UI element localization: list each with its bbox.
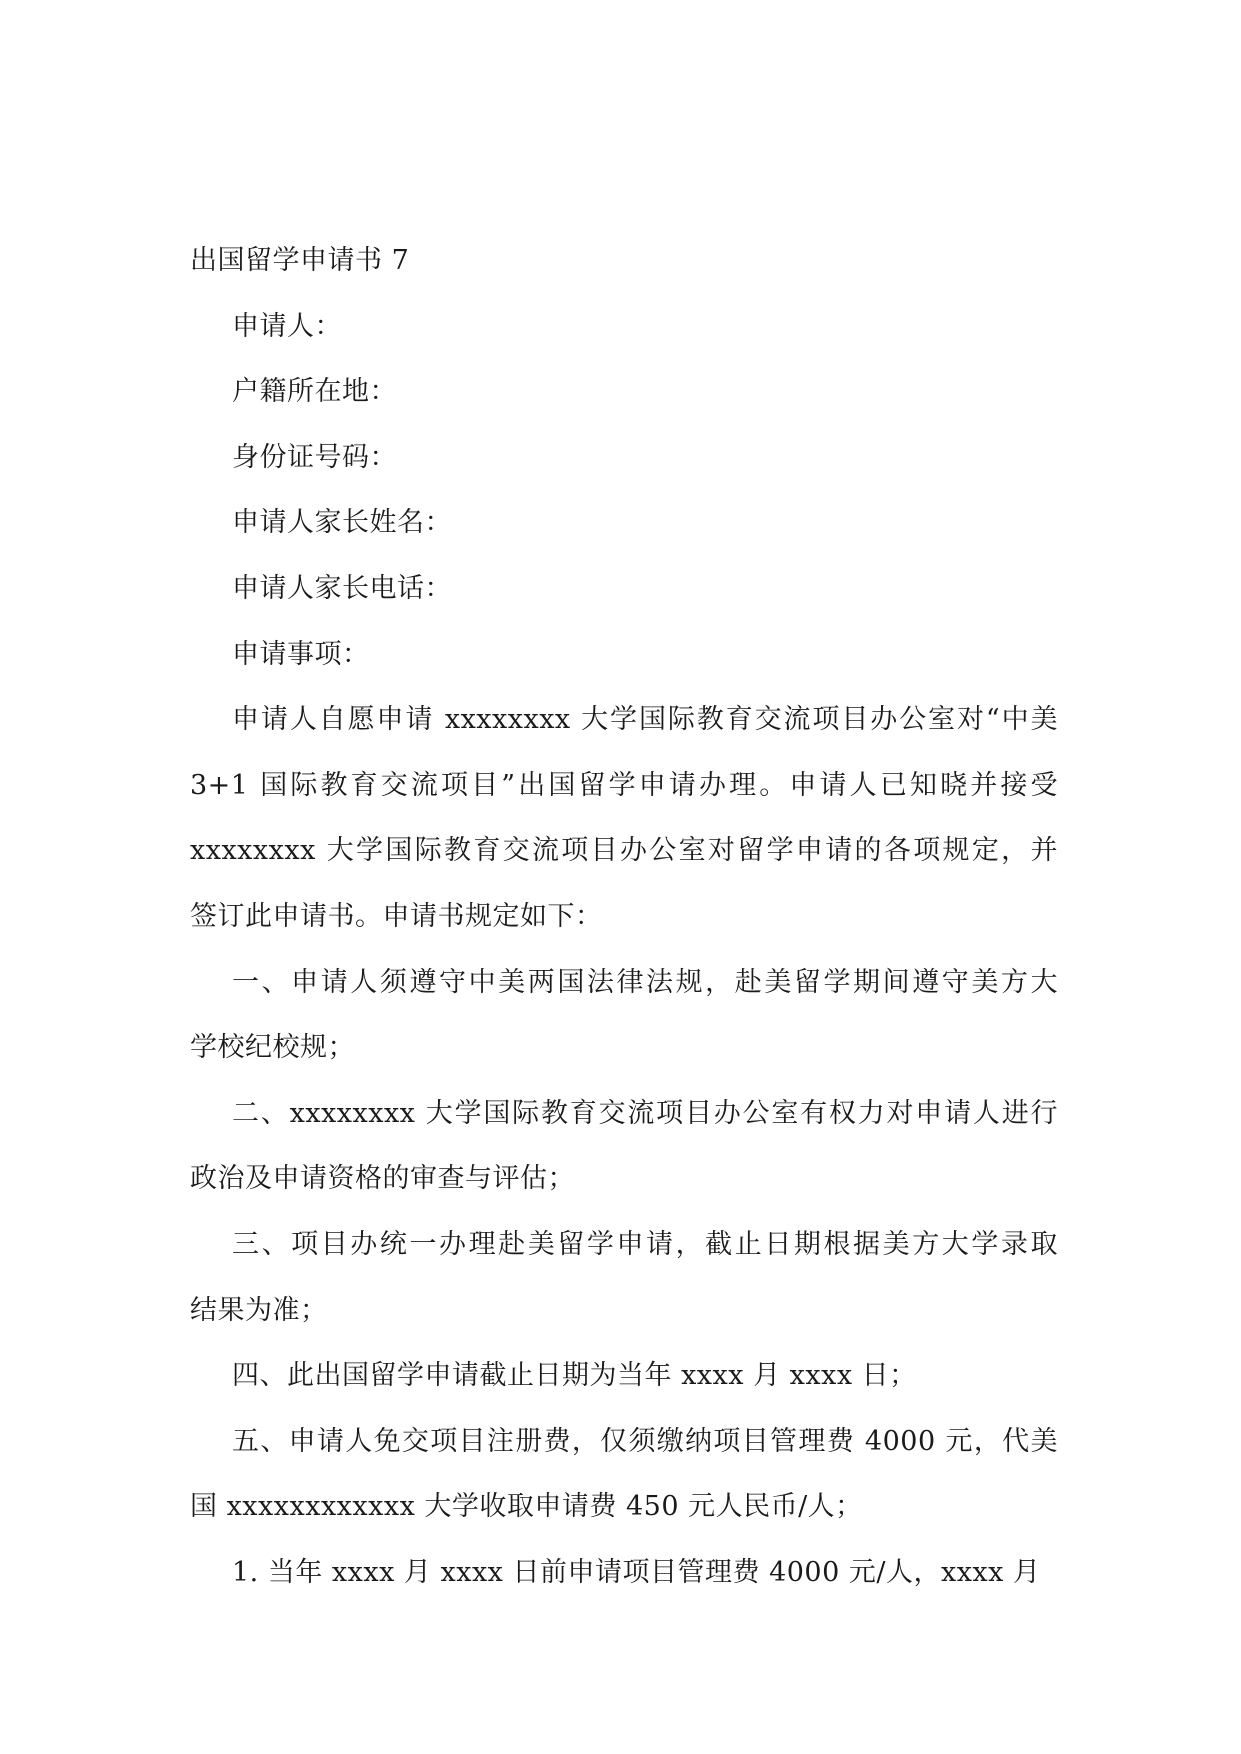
clause-1-line: 学校纪校规； xyxy=(190,1032,355,1064)
field-household-location: 户籍所在地： xyxy=(232,376,397,408)
field-id-number: 身份证号码： xyxy=(232,441,397,473)
document-title: 出国留学申请书 7 xyxy=(190,245,410,276)
field-parent-name: 申请人家长姓名： xyxy=(232,507,452,539)
clause-2-line: 二、xxxxxxxx 大学国际教育交流项目办公室有权力对申请人进行 xyxy=(232,1097,1058,1129)
clause-5-line: 五、申请人免交项目注册费，仅须缴纳项目管理费 4000 元，代美 xyxy=(232,1425,1058,1457)
paragraph-line: xxxxxxxx 大学国际教育交流项目办公室对留学申请的各项规定，并 xyxy=(190,835,1058,867)
paragraph-line: 申请人自愿申请 xxxxxxxx 大学国际教育交流项目办公室对“中美 xyxy=(232,704,1058,736)
sub-clause-line: 1. 当年 xxxx 月 xxxx 日前申请项目管理费 4000 元/人，xxxx 月 xyxy=(232,1556,1041,1588)
clause-3-line: 三、项目办统一办理赴美留学申请，截止日期根据美方大学录取 xyxy=(232,1228,1058,1260)
clause-2-line: 政治及申请资格的审查与评估； xyxy=(190,1163,575,1195)
paragraph-line: 签订此申请书。申请书规定如下： xyxy=(190,900,603,932)
document-body xyxy=(190,228,1058,1605)
clause-4-line: 四、此出国留学申请截止日期为当年 xxxx 月 xxxx 日； xyxy=(232,1360,917,1392)
clause-1-line: 一、申请人须遵守中美两国法律法规，赴美留学期间遵守美方大 xyxy=(232,966,1058,998)
clause-3-line: 结果为准； xyxy=(190,1294,328,1326)
paragraph-line: 3+1 国际教育交流项目”出国留学申请办理。申请人已知晓并接受 xyxy=(190,769,1058,801)
field-applicant: 申请人： xyxy=(232,310,342,342)
clause-5-line: 国 xxxxxxxxxxxx 大学收取申请费 450 元人民币/人； xyxy=(190,1491,863,1523)
field-application-matter: 申请事项： xyxy=(232,638,370,670)
field-parent-phone: 申请人家长电话： xyxy=(232,572,452,604)
